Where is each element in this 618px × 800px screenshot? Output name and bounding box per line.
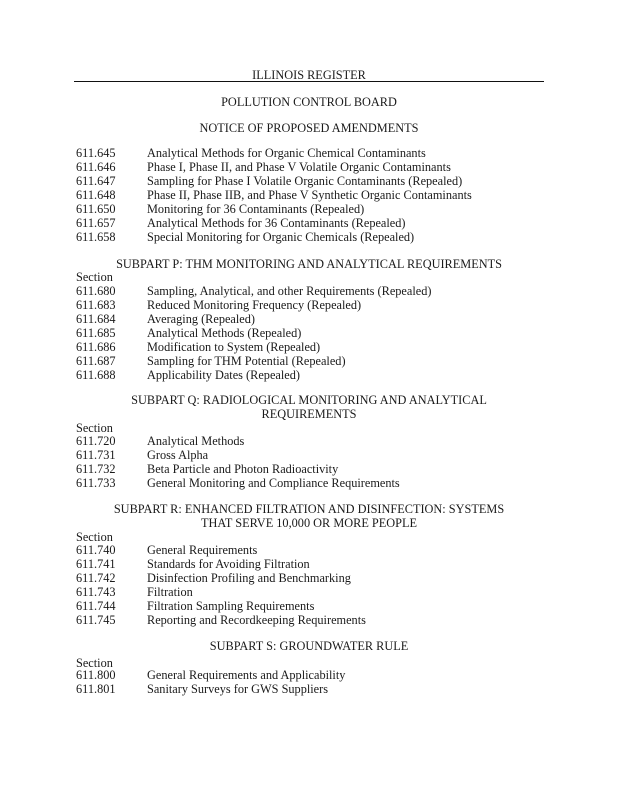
list-item [76, 557, 546, 571]
list-item [76, 174, 546, 188]
section-label: Section [76, 270, 113, 284]
list-item [76, 434, 546, 448]
section-items [76, 146, 546, 244]
section-number: 611.647 [76, 174, 116, 188]
list-item [76, 160, 546, 174]
board-title: POLLUTION CONTROL BOARD [221, 95, 397, 109]
section-title: Filtration [147, 585, 193, 599]
section-number: 611.801 [76, 682, 116, 696]
list-item [76, 202, 546, 216]
section-title: Disinfection Profiling and Benchmarking [147, 571, 351, 585]
list-item [76, 613, 546, 627]
section-title: Sampling, Analytical, and other Requirements (Repealed) [147, 284, 432, 298]
section-label: Section [76, 656, 113, 670]
section-title: Sampling for THM Potential (Repealed) [147, 354, 346, 368]
section-label: Section [76, 421, 113, 435]
register-title: ILLINOIS REGISTER [252, 68, 366, 82]
subpart-heading: SUBPART S: GROUNDWATER RULE [209, 639, 409, 653]
section-title: General Monitoring and Compliance Requirements [147, 476, 400, 490]
list-item [76, 188, 546, 202]
section-items [76, 668, 546, 696]
notice-title: NOTICE OF PROPOSED AMENDMENTS [199, 121, 419, 135]
section-items [76, 284, 546, 382]
list-item [76, 682, 546, 696]
section-title: Phase I, Phase II, and Phase V Volatile Organic Contaminants [147, 160, 451, 174]
section-number: 611.742 [76, 571, 116, 585]
section-number: 611.684 [76, 312, 116, 326]
section-items [76, 543, 546, 627]
subpart-heading: THAT SERVE 10,000 OR MORE PEOPLE [200, 516, 418, 530]
list-item [76, 585, 546, 599]
list-item [76, 368, 546, 382]
section-title: Modification to System (Repealed) [147, 340, 321, 354]
section-title: Reduced Monitoring Frequency (Repealed) [147, 298, 362, 312]
list-item [76, 326, 546, 340]
list-item [76, 284, 546, 298]
section-number: 611.720 [76, 434, 116, 448]
section-title: Phase II, Phase IIB, and Phase V Synthetic Organic Contaminants [147, 188, 472, 202]
section-number: 611.741 [76, 557, 116, 571]
section-number: 611.645 [76, 146, 116, 160]
section-title: Analytical Methods [147, 434, 245, 448]
section-number: 611.800 [76, 668, 116, 682]
list-item [76, 216, 546, 230]
section-number: 611.733 [76, 476, 116, 490]
section-title: Sanitary Surveys for GWS Suppliers [147, 682, 329, 696]
list-item [76, 340, 546, 354]
subpart-heading: SUBPART P: THM MONITORING AND ANALYTICAL REQUIREMENTS [116, 257, 502, 271]
section-title: Special Monitoring for Organic Chemicals (Repealed) [147, 230, 415, 244]
section-number: 611.688 [76, 368, 116, 382]
list-item [76, 146, 546, 160]
list-item [76, 312, 546, 326]
section-title: Applicability Dates (Repealed) [147, 368, 300, 382]
section-number: 611.731 [76, 448, 116, 462]
section-title: General Requirements [147, 543, 258, 557]
section-number: 611.683 [76, 298, 116, 312]
section-title: Filtration Sampling Requirements [147, 599, 315, 613]
section-title: Beta Particle and Photon Radioactivity [147, 462, 339, 476]
section-title: Analytical Methods for Organic Chemical Contaminants [147, 146, 426, 160]
list-item [76, 571, 546, 585]
list-item [76, 354, 546, 368]
section-title: Sampling for Phase I Volatile Organic Contaminants (Repealed) [147, 174, 463, 188]
section-number: 611.646 [76, 160, 116, 174]
subpart-heading: SUBPART Q: RADIOLOGICAL MONITORING AND ANALYTICAL [131, 393, 487, 407]
section-number: 611.657 [76, 216, 116, 230]
section-title: Averaging (Repealed) [147, 312, 255, 326]
section-number: 611.745 [76, 613, 116, 627]
subpart-heading: REQUIREMENTS [261, 407, 357, 421]
section-items [76, 434, 546, 490]
section-title: Analytical Methods for 36 Contaminants (Repealed) [147, 216, 406, 230]
subpart-heading: SUBPART R: ENHANCED FILTRATION AND DISINFECTION: SYSTEMS [113, 502, 505, 516]
list-item [76, 298, 546, 312]
list-item [76, 668, 546, 682]
section-title: General Requirements and Applicability [147, 668, 346, 682]
section-title: Analytical Methods (Repealed) [147, 326, 302, 340]
section-number: 611.648 [76, 188, 116, 202]
list-item [76, 476, 546, 490]
section-number: 611.686 [76, 340, 116, 354]
section-number: 611.680 [76, 284, 116, 298]
section-number: 611.685 [76, 326, 116, 340]
list-item [76, 462, 546, 476]
list-item [76, 599, 546, 613]
section-number: 611.743 [76, 585, 116, 599]
section-title: Monitoring for 36 Contaminants (Repealed) [147, 202, 365, 216]
section-number: 611.687 [76, 354, 116, 368]
header-rule [74, 81, 544, 82]
section-title: Gross Alpha [147, 448, 209, 462]
section-number: 611.650 [76, 202, 116, 216]
list-item [76, 230, 546, 244]
section-number: 611.744 [76, 599, 116, 613]
section-title: Standards for Avoiding Filtration [147, 557, 310, 571]
section-number: 611.740 [76, 543, 116, 557]
list-item [76, 448, 546, 462]
section-label: Section [76, 530, 113, 544]
section-title: Reporting and Recordkeeping Requirements [147, 613, 366, 627]
section-number: 611.658 [76, 230, 116, 244]
section-number: 611.732 [76, 462, 116, 476]
list-item [76, 543, 546, 557]
